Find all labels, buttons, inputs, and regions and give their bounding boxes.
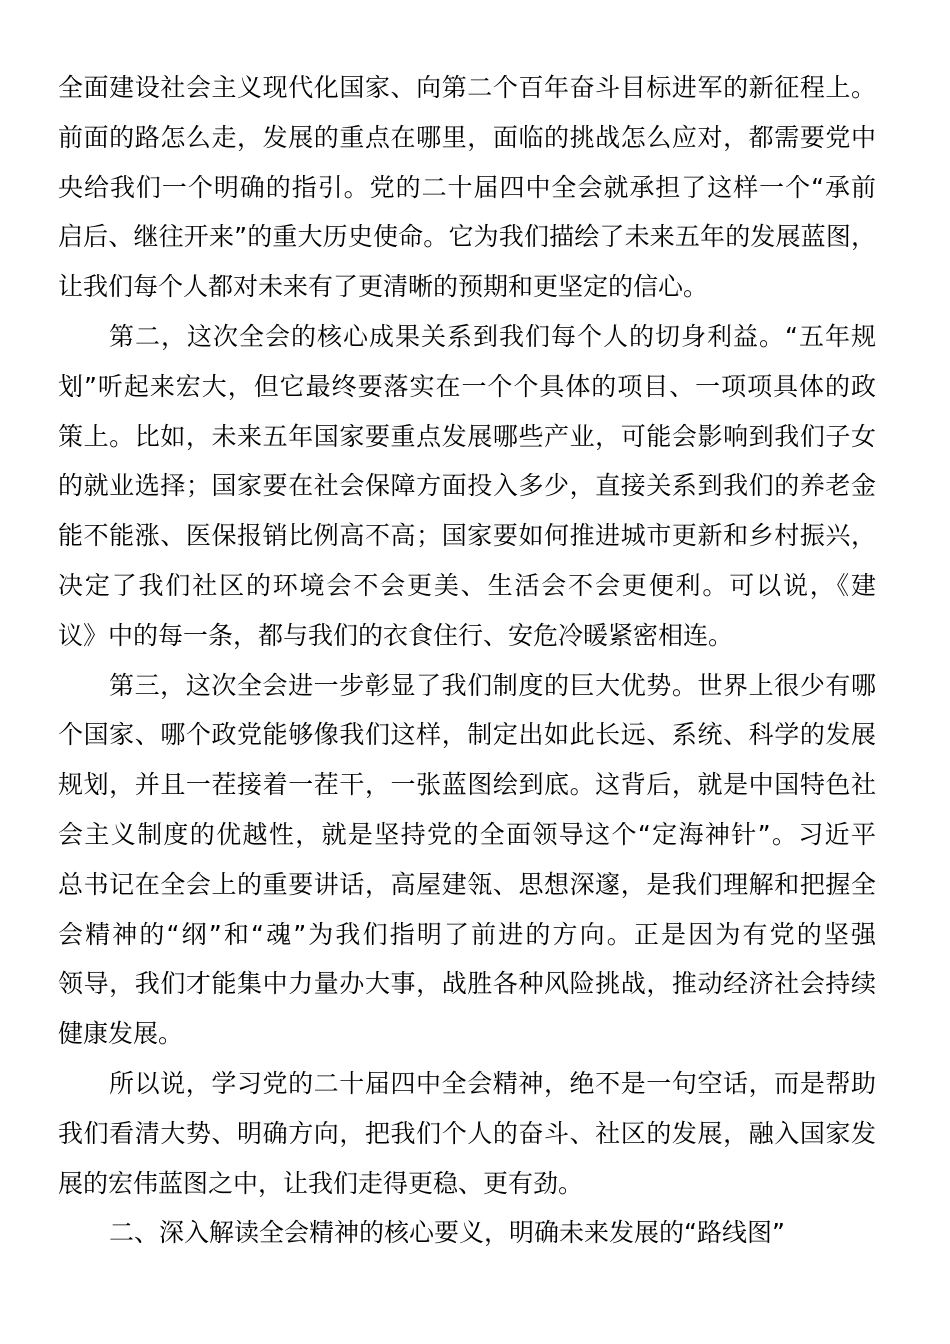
text-line: 领导，我们才能集中力量办大事，战胜各种风险挑战，推动经济社会持续 bbox=[58, 969, 876, 999]
text-line: 所以说，学习党的二十届四中全会精神，绝不是一句空话，而是帮助 bbox=[109, 1068, 876, 1098]
text-line: 央给我们一个明确的指引。党的二十届四中全会就承担了这样一个“承前 bbox=[58, 172, 876, 202]
text-line: 会主义制度的优越性，就是坚持党的全面领导这个“定海神针”。习近平 bbox=[58, 819, 876, 849]
text-line: 前面的路怎么走，发展的重点在哪里，面临的挑战怎么应对，都需要党中 bbox=[58, 122, 876, 152]
text-line: 议》中的每一条，都与我们的衣食住行、安危冷暖紧密相连。 bbox=[58, 620, 734, 650]
text-line: 第三，这次全会进一步彰显了我们制度的巨大优势。世界上很少有哪 bbox=[109, 670, 876, 700]
text-line: 第二，这次全会的核心成果关系到我们每个人的切身利益。“五年规 bbox=[109, 321, 876, 351]
text-line: 能不能涨、医保报销比例高不高；国家要如何推进城市更新和乡村振兴， bbox=[58, 521, 876, 551]
text-line: 的就业选择；国家要在社会保障方面投入多少，直接关系到我们的养老金 bbox=[58, 471, 876, 501]
text-line: 全面建设社会主义现代化国家、向第二个百年奋斗目标进军的新征程上。 bbox=[58, 73, 876, 102]
text-line: 启后、继往开来”的重大历史使命。它为我们描绘了未来五年的发展蓝图， bbox=[58, 222, 876, 252]
text-line: 会精神的“纲”和“魂”为我们指明了前进的方向。正是因为有党的坚强 bbox=[58, 919, 876, 949]
text-line: 决定了我们社区的环境会不会更美、生活会不会更便利。可以说，《建 bbox=[58, 570, 876, 600]
text-line: 健康发展。 bbox=[58, 1019, 184, 1049]
text-line: 规划，并且一茬接着一茬干，一张蓝图绘到底。这背后，就是中国特色社 bbox=[58, 770, 876, 800]
text-line: 划”听起来宏大，但它最终要落实在一个个具体的项目、一项项具体的政 bbox=[58, 371, 876, 401]
text-line: 策上。比如，未来五年国家要重点发展哪些产业，可能会影响到我们子女 bbox=[58, 421, 876, 451]
paragraph-continuation bbox=[58, 63, 876, 312]
document-page bbox=[58, 63, 876, 1258]
text-line: 我们看清大势、明确方向，把我们个人的奋斗、社区的发展，融入国家发 bbox=[58, 1118, 876, 1148]
paragraph-conclusion bbox=[58, 1059, 876, 1208]
text-line: 展的宏伟蓝图之中，让我们走得更稳、更有劲。 bbox=[58, 1168, 584, 1198]
section-heading: 二、深入解读全会精神的核心要义，明确未来发展的“路线图” bbox=[109, 1218, 785, 1248]
paragraph-second-point bbox=[58, 312, 876, 661]
paragraph-third-point bbox=[58, 661, 876, 1059]
text-line: 让我们每个人都对未来有了更清晰的预期和更坚定的信心。 bbox=[58, 272, 709, 302]
text-line: 个国家、哪个政党能够像我们这样，制定出如此长远、系统、科学的发展 bbox=[58, 720, 876, 750]
text-line: 总书记在全会上的重要讲话，高屋建瓴、思想深邃，是我们理解和把握全 bbox=[58, 869, 876, 899]
